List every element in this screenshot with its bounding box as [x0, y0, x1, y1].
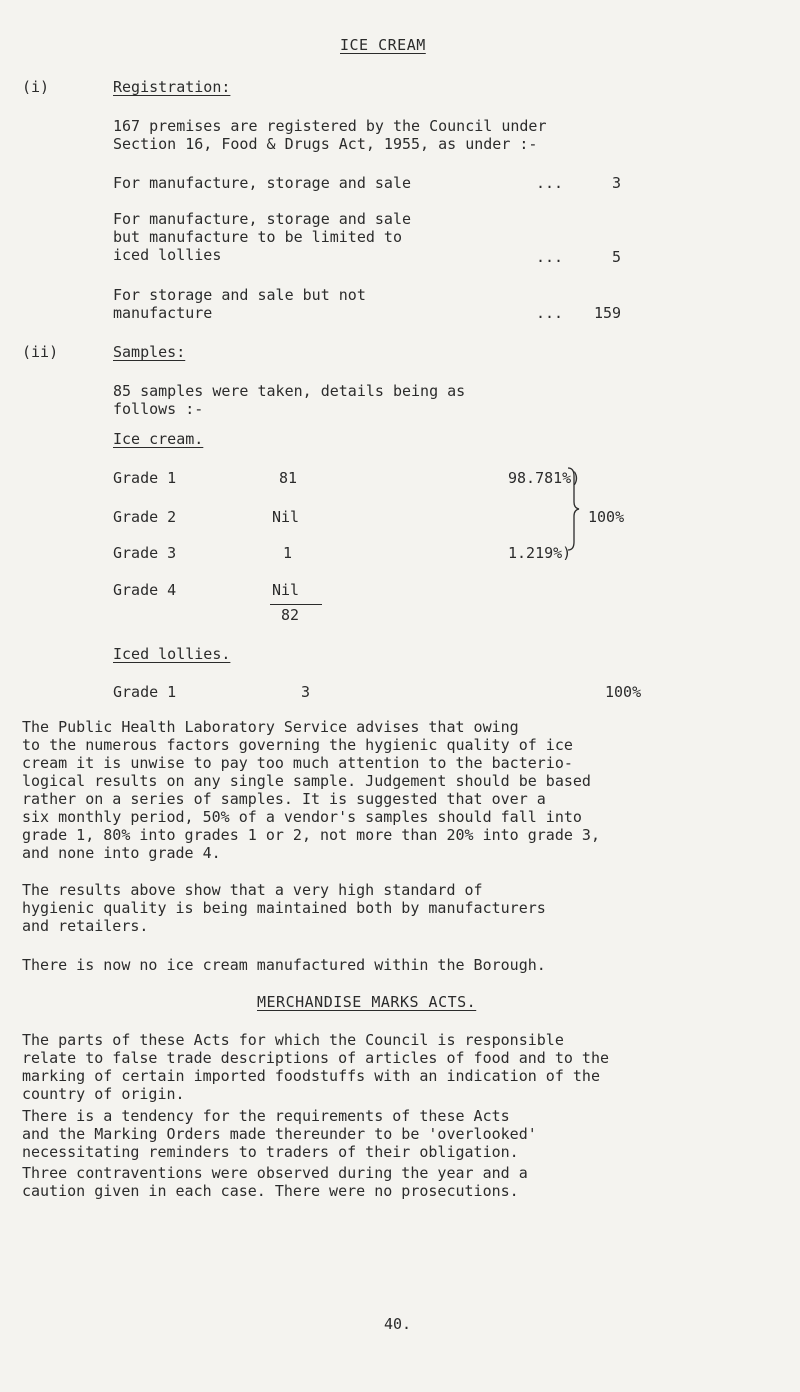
paragraph-results: The results above show that a very high standard of hygienic quality is being maintained both by manufacturers and retailers. — [22, 881, 546, 935]
grade-count: 81 — [279, 469, 298, 487]
registration-row-dots: ... — [536, 174, 564, 192]
samples-intro: 85 samples were taken, details being as follows :- — [113, 382, 466, 418]
grade-percentage: 98.781%) — [508, 469, 581, 487]
grade-label: Grade 4 — [113, 581, 177, 599]
samples-heading: Samples: — [113, 343, 186, 361]
grade-count: Nil — [272, 581, 300, 599]
registration-row-label: For manufacture, storage and sale but manufacture to be limited to iced lollies — [113, 210, 412, 264]
grade-total: 82 — [281, 606, 300, 624]
registration-intro-line-2: Section 16, Food & Drugs Act, 1955, as under :- — [113, 135, 538, 153]
section-number-registration: (i) — [22, 78, 50, 96]
registration-row-dots: ... — [536, 248, 564, 266]
page-title: ICE CREAM — [340, 36, 426, 54]
grouping-brace — [566, 466, 580, 552]
registration-row-dots: ... — [536, 304, 564, 322]
registration-row-value: 5 — [612, 248, 622, 266]
registration-row-label: For storage and sale but not manufacture — [113, 286, 366, 322]
registration-intro-line-1: 167 premises are registered by the Council under — [113, 117, 547, 135]
grade-label: Grade 3 — [113, 544, 177, 562]
grade-percentage: 1.219%) — [508, 544, 572, 562]
total-rule — [270, 604, 322, 605]
page-number: 40. — [384, 1315, 412, 1333]
grade-count: 1 — [283, 544, 293, 562]
paragraph-tendency: There is a tendency for the requirements of these Acts and the Marking Orders made thereunder to be 'overlooked' necessitating reminders to traders of their obligation. — [22, 1107, 537, 1161]
paragraph-contraventions: Three contraventions were observed during the year and a caution given in each case. There were no prosecutions. — [22, 1164, 528, 1200]
iced-grade-label: Grade 1 — [113, 683, 177, 701]
combined-percentage: 100% — [588, 508, 625, 526]
iced-grade-count: 3 — [301, 683, 311, 701]
iced-grade-percentage: 100% — [605, 683, 642, 701]
paragraph-no-manufacture: There is now no ice cream manufactured within the Borough. — [22, 956, 546, 974]
section-number-samples: (ii) — [22, 343, 59, 361]
paragraph-laboratory-advice: The Public Health Laboratory Service advises that owing to the numerous factors governing the hygienic quality of ice cream it is unwise to pay too much attention to the bacterio- logical results on any single sample. Judgement should be based rather on a series of samples. It is suggested that over a six monthly period, 50% of a vendor's samples should fall into grade 1, 80% into grades 1 or 2, not more than 20% into grade 3, and none into grade 4. — [22, 718, 600, 862]
grade-count: Nil — [272, 508, 300, 526]
registration-row-value: 159 — [594, 304, 622, 322]
grade-label: Grade 2 — [113, 508, 177, 526]
iced-lollies-subheading: Iced lollies. — [113, 645, 231, 663]
grade-label: Grade 1 — [113, 469, 177, 487]
ice-cream-subheading: Ice cream. — [113, 430, 204, 448]
paragraph-acts-scope: The parts of these Acts for which the Council is responsible relate to false trade descriptions of articles of food and to the marking of certain imported foodstuffs with an indication of the country of origin. — [22, 1031, 609, 1103]
registration-row-label: For manufacture, storage and sale — [113, 174, 412, 192]
merchandise-marks-heading: MERCHANDISE MARKS ACTS. — [257, 993, 477, 1011]
registration-heading: Registration: — [113, 78, 231, 96]
registration-row-value: 3 — [612, 174, 622, 192]
